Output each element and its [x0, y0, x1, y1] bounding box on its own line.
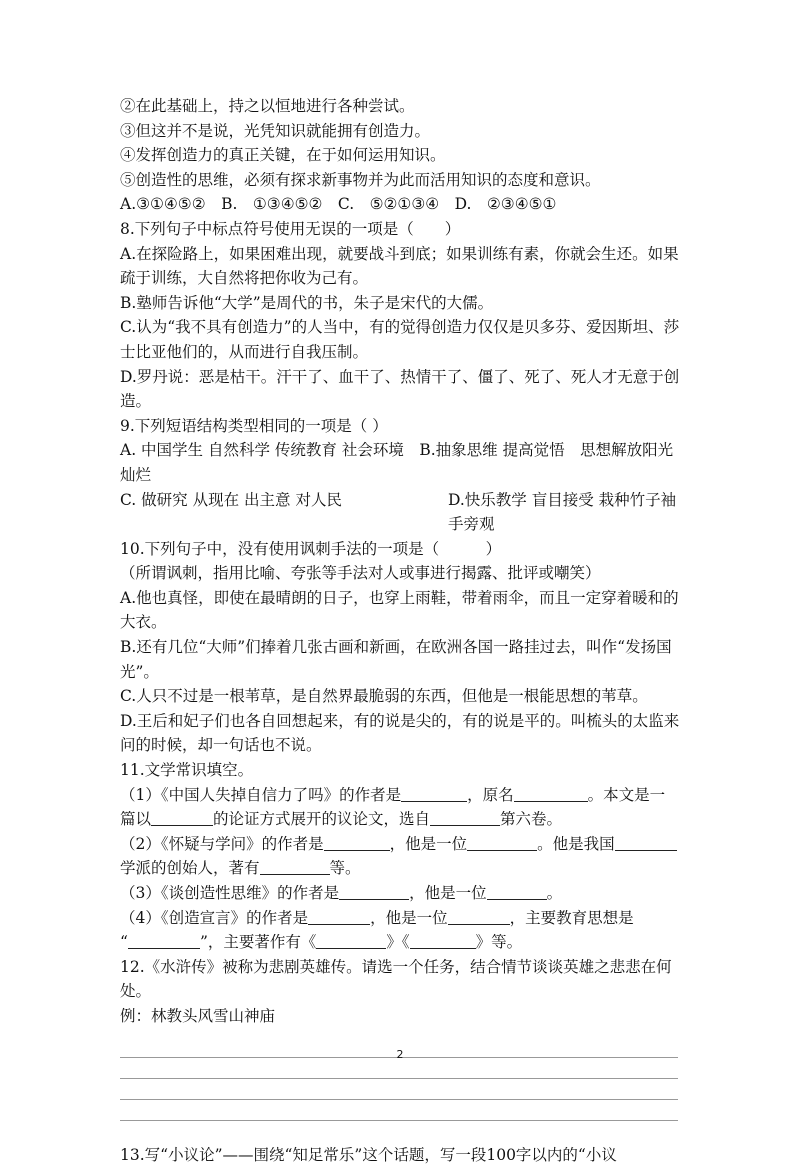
q8-option-d: D.罗丹说：恶是枯干。汗干了、血干了、热情干了、僵了、死了、死人才无意于创造。	[120, 367, 680, 411]
q9-option-ab: A. 中国学生 自然科学 传统教育 社会环境 B.抽象思维 提高觉悟 思想解放阳光灿烂	[120, 441, 674, 484]
q11-part3: （3）《谈创造性思维》的作者是 ，他是一位 。	[120, 884, 563, 902]
q7-item-2: ②在此基础上，持之以恒地进行各种尝试。	[120, 97, 415, 115]
q8-option-a: A.在探险路上，如果困难出现，就要战斗到底；如果训练有素，你就会生还。如果疏于训练，大自然将把你收为己有。	[120, 244, 679, 288]
q11-blank-education-thought[interactable]	[128, 933, 200, 949]
q11-part2-line2: 学派的创始人，著有 等。	[120, 859, 361, 878]
q11-part1-line2: 篇以 的论证方式展开的议论文，选自 第六卷。	[120, 810, 563, 829]
q11-blank-original-name[interactable]	[514, 786, 588, 802]
q11-blank-author-2[interactable]	[324, 835, 390, 851]
answer-line[interactable]	[120, 1100, 678, 1121]
q9-stem: 9.下列短语结构类型相同的一项是（ ）	[120, 416, 388, 435]
q11-blank-identity-4[interactable]	[448, 909, 510, 925]
q11-blank-argument-method[interactable]	[151, 810, 213, 826]
q12-stem: 12.《水浒传》被称为悲剧英雄传。请选一个任务，结合情节谈谈英雄之悲悲在何处。	[120, 957, 672, 1001]
q11-blank-work-a[interactable]	[316, 933, 386, 949]
q10-option-c: C.人只不过是一根苇草，是自然界最脆弱的东西，但他是一根能思想的苇草。	[120, 687, 648, 706]
q11-part4-line2: “ ”，主要著作有《 》《 》等。	[120, 933, 523, 952]
q7-item-5: ⑤创造性的思维，必须有探求新事物并为此而活用知识的态度和意识。	[120, 170, 601, 189]
q11-part2-line1: （2）《怀疑与学问》的作者是 ，他是一位 。他是我国	[120, 832, 680, 857]
q11-blank-work-b[interactable]	[410, 933, 476, 949]
q10-stem: 10.下列句子中，没有使用讽刺手法的一项是（ ）	[120, 539, 502, 558]
q7-options: A.③①④⑤② B. ①③④⑤② C. ⑤②①③④ D. ②③④⑤①	[120, 195, 557, 214]
q11-blank-school[interactable]	[615, 835, 677, 851]
q9-option-d: D.快乐教学 盲目接受 栽种竹子袖手旁观	[448, 490, 677, 534]
q8-stem: 8.下列句子中标点符号使用无误的一项是（ ）	[120, 219, 461, 238]
q10-note: （所谓讽刺，指用比喻、夸张等手法对人或事进行揭露、批评或嘲笑）	[120, 564, 601, 583]
q7-item-3: ③但这并不是说，光凭知识就能拥有创造力。	[120, 121, 431, 140]
q11-blank-source[interactable]	[430, 810, 500, 826]
q11-blank-identity-3[interactable]	[487, 884, 547, 900]
page-number: 2	[396, 1048, 404, 1061]
q11-part1-line1: （1）《中国人失掉自信力了吗》的作者是 ，原名 。本文是一	[120, 785, 666, 804]
q11-blank-identity-2[interactable]	[467, 835, 537, 851]
q11-blank-author[interactable]	[401, 786, 467, 802]
q7-item-4: ④发挥创造力的真正关键，在于如何运用知识。	[120, 146, 446, 165]
q11-stem: 11.文学常识填空。	[120, 761, 254, 780]
q9-option-c: C. 做研究 从现在 出主意 对人民	[120, 490, 342, 509]
q12-example: 例：林教头风雪山神庙	[120, 1006, 276, 1025]
q11-blank-author-3[interactable]	[339, 884, 409, 900]
q8-option-c: C.认为“我不具有创造力”的人当中，有的觉得创造力仅仅是贝多芬、爱因斯坦、莎士比亚他们的，从而进行自我压制。	[120, 318, 680, 361]
q10-option-b: B.还有几位“大师”们捧着几张古画和新画，在欧洲各国一路挂过去，叫作“发扬国光”。	[120, 638, 672, 681]
q11-blank-author-4[interactable]	[308, 909, 370, 925]
answer-line[interactable]	[120, 1079, 678, 1100]
q13-stem: 13.写“小议论”——围绕“知足常乐”这个话题，写一段100字以内的“小议	[120, 1145, 617, 1164]
q10-option-a: A.他也真怪，即使在最晴朗的日子，也穿上雨鞋，带着雨伞，而且一定穿着暖和的大衣。	[120, 588, 679, 632]
exam-page	[120, 94, 680, 1167]
q11-blank-works-2[interactable]	[260, 859, 330, 875]
q10-option-d: D.王后和妃子们也各自回想起来，有的说是尖的，有的说是平的。叫梳头的太监来问的时候，却一句话也不说。	[120, 711, 680, 755]
q8-option-b: B.塾师告诉他“大学”是周代的书，朱子是宋代的大儒。	[120, 293, 494, 312]
q9-option-cd-row	[120, 488, 680, 537]
q11-part4-line1: （4）《创造宣言》的作者是 ，他是一位 ，主要教育思想是	[120, 908, 634, 927]
